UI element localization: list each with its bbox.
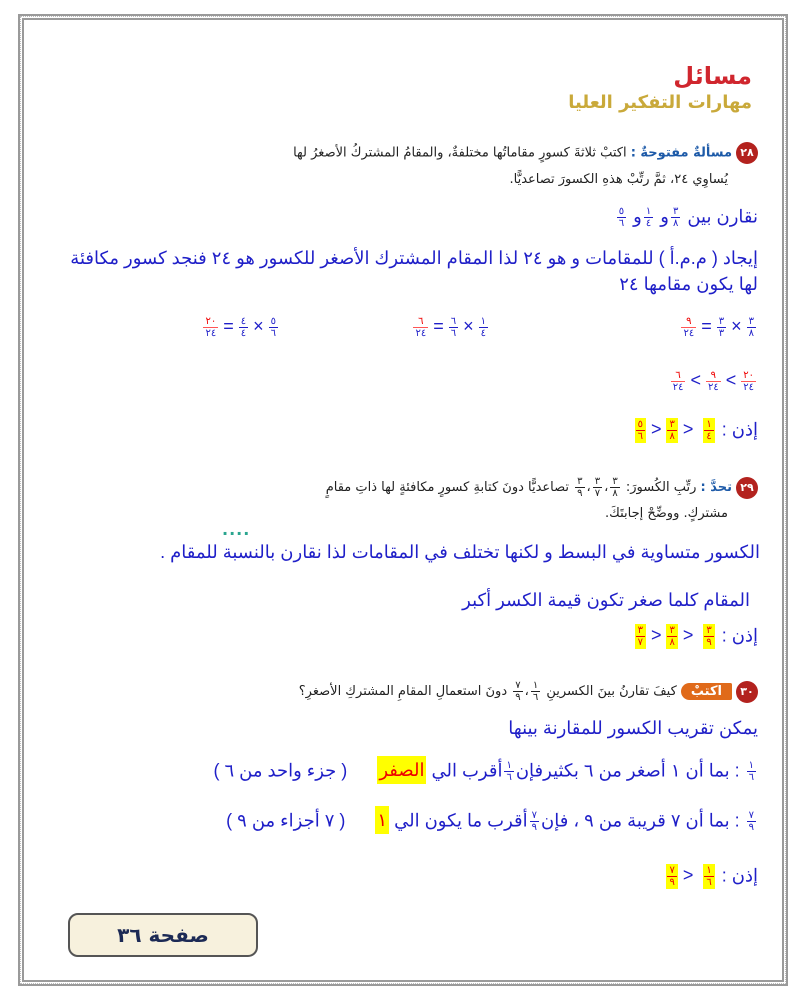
decorative-dots: .... [222,520,251,539]
numerator: ١ [532,680,539,691]
numerator: ٧ [515,680,521,691]
fraction [747,760,756,783]
denominator: ٨ [669,431,675,442]
fraction [741,370,756,393]
fraction [610,476,619,499]
numerator: ٢٠ [743,370,754,381]
fraction [413,316,428,339]
fraction [666,864,677,889]
text: أقرب الي [431,760,503,781]
text: نقارن بين [687,206,758,227]
fraction [203,316,218,339]
fraction [644,206,653,229]
numerator: ٣ [706,625,712,636]
text: = [701,316,712,337]
equation-1 [679,316,758,339]
text: ( ٧ أجزاء من ٩ ) [226,810,346,831]
text: > [725,370,737,391]
fraction [479,316,488,339]
text: ١ [375,806,389,834]
numerator: ٧ [531,810,538,821]
numerator: ٣ [672,206,679,217]
denominator: ٢٤ [683,328,695,339]
text: > [690,370,701,391]
q29-result [633,624,758,649]
text: × [253,316,264,337]
numerator: ١ [645,206,652,217]
denominator: ٣ [718,328,725,339]
section-subtitle: مهارات التفكير العليا [568,92,752,113]
numerator: ٣ [612,476,618,487]
numerator: ٦ [450,316,457,327]
page-number-badge: صفحة ٣٦ [68,913,258,957]
fraction [239,316,248,339]
write-tag: اكتبْ [681,683,732,700]
denominator: ٩ [577,488,583,499]
fraction [531,680,540,703]
fraction [703,864,714,889]
text [633,419,717,442]
text: > [682,865,694,886]
q30-answer1: يمكن تقريب الكسور للمقارنة بينها [508,718,758,738]
text: دونَ استعمالِ المقامِ المشتركِ الأصغرِ؟ [298,684,508,699]
fraction [747,810,756,833]
numerator: ٦ [675,370,681,381]
denominator: ٦ [532,692,539,703]
denominator: ٦ [748,772,754,783]
text: و [633,206,642,227]
text [664,865,716,888]
q30-line [299,680,758,703]
numerator: ٧ [669,865,675,876]
numerator: ٢٠ [205,316,217,327]
denominator: ٦ [450,328,457,339]
denominator: ٦ [506,772,512,783]
equation-3 [201,316,280,339]
text: إذن : [721,625,758,646]
text: > [682,419,694,440]
text: أقرب ما يكون الي [394,810,528,831]
fraction [635,418,646,443]
denominator: ٩ [515,692,521,703]
question-number: ٢٩ [736,477,758,499]
fraction [703,418,714,443]
q29-answer1: الكسور متساوية في البسط و لكنها تختلف في المقامات لذا نقارن بالنسبة للمقام . [160,542,760,562]
denominator: ٤ [645,218,652,229]
numerator: ٣ [669,625,675,636]
fraction [530,810,539,833]
numerator: ٧ [748,810,754,821]
fraction [449,316,458,339]
numerator: ٦ [418,316,424,327]
q29-answer2: المقام كلما صغر تكون قيمة الكسر أكبر [462,590,750,610]
numerator: ٩ [710,370,717,381]
fraction [617,206,626,229]
denominator: ٩ [706,637,712,648]
fraction [747,316,756,339]
fraction [671,370,686,393]
numerator: ٥ [618,206,625,217]
fraction [575,476,584,499]
text: ( جزء واحد من ٦ ) [213,760,348,781]
text: = [433,316,444,337]
q29-line1: ٢٩تحدَّ : رتِّبِ الكُسورَ: $\frac{٣}{٨}$ ، $\frac{٣}{٧}$ ، $\frac{٣}{٩}$ تصاعديًّا دونَ كتابةِ كسورٍ مكافئةٍ لها ذاتِ مقامٍ [326,476,758,499]
fraction [504,760,513,783]
text: إذن : [721,865,758,886]
denominator: ٢٤ [743,382,754,393]
equation-2 [411,316,490,339]
fraction [706,370,721,393]
denominator: ٤ [480,328,486,339]
q28-compare [615,206,758,229]
fraction [593,476,602,499]
numerator: ١ [480,316,486,327]
text: إذن : [721,419,758,440]
denominator: ٩ [748,822,754,833]
q28-label: مسألةٌ مفتوحةٌ : [630,145,732,161]
fraction [671,206,680,229]
fraction [513,680,522,703]
text: ، [524,684,529,699]
section-title: مسائل [673,62,752,90]
fraction [666,624,677,649]
q28-line1 [293,142,758,164]
denominator: ٨ [748,328,754,339]
text: تحدَّ : [700,480,732,495]
numerator: ١ [706,865,712,876]
q29-line2: مشتركٍ. ووضِّحْ إجابتَكَ. [605,506,728,521]
fraction [703,624,714,649]
text: > [682,625,694,646]
text: : بما أن ١ أصغر من ٦ بكثيرفإن [515,760,740,781]
denominator: ٦ [618,218,625,229]
denominator: ٨ [669,637,675,648]
q28-text: اكتبْ ثلاثةَ كسورٍ مقاماتُها مختلفةٌ، والمقامُ المشتركُ الأصغرُ لها [293,145,627,161]
text: و [660,206,669,227]
text: تصاعديًّا دونَ كتابةِ كسورٍ مكافئةٍ لها ذاتِ مقامٍ [325,480,570,495]
numerator: ٤ [240,316,247,327]
fraction [666,418,677,443]
q28-order [669,370,758,393]
fraction [717,316,726,339]
denominator: ٢٤ [672,382,684,393]
denominator: ٦ [706,877,712,888]
numerator: ٣ [637,625,643,636]
denominator: ٧ [637,637,643,648]
numerator: ١ [748,760,754,771]
q30-result [664,864,758,889]
numerator: ١ [706,419,712,430]
numerator: ١ [506,760,512,771]
denominator: ٨ [672,218,679,229]
numerator: ٥ [637,419,643,430]
numerator: ٣ [594,476,601,487]
text: × [731,316,742,337]
q30-reason1 [213,760,758,783]
q28-line2: يُساوِي ٢٤، ثمَّ رتِّبْ هذهِ الكسورَ تصاعديًّا. [509,172,728,187]
text: الصفر [377,756,426,784]
text: > [650,625,662,646]
question-number: ٣٠ [736,681,758,703]
question-number: ٢٨ [736,142,758,164]
numerator: ٣ [748,316,754,327]
fraction [269,316,278,339]
numerator: ٣ [669,419,675,430]
denominator: ٦ [270,328,276,339]
numerator: ٣ [718,316,725,327]
denominator: ٩ [669,877,675,888]
fraction [635,624,646,649]
denominator: ٩ [531,822,538,833]
denominator: ٢٤ [415,328,427,339]
numerator: ٥ [270,316,276,327]
q28-explain1: إيجاد ( م.م.أ ) للمقامات و هو ٢٤ لذا المقام المشترك الأصغر للكسور هو ٢٤ فنجد كسور مكافئة [70,248,758,268]
denominator: ٤ [240,328,247,339]
denominator: ٢٤ [707,382,719,393]
fraction [681,316,696,339]
text: كيفَ تقارنُ بينَ الكسرينِ [546,684,677,699]
denominator: ٤ [706,431,712,442]
q30-reason2 [226,810,758,833]
numerator: ٩ [686,316,692,327]
text: > [650,419,662,440]
text: : بما أن ٧ قريبة من ٩ ، فإن [541,810,740,831]
denominator: ٨ [612,488,618,499]
denominator: ٧ [594,488,601,499]
q28-result [633,418,758,443]
denominator: ٦ [637,431,643,442]
numerator: ٣ [577,476,583,487]
denominator: ٢٤ [205,328,217,339]
q28-explain2: لها يكون مقامها ٢٤ [619,274,758,294]
text: رتِّبِ الكُسورَ: [625,480,697,495]
text [633,625,717,648]
text: = [223,316,234,337]
text: × [463,316,474,337]
